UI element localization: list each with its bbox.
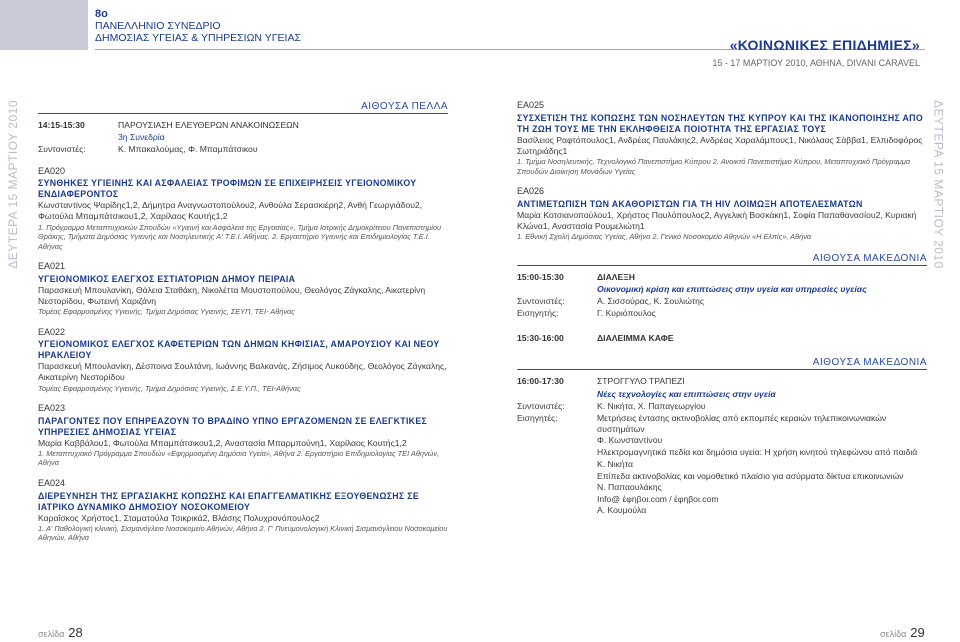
room-label: ΑΙΘΟΥΣΑ ΜΑΚΕΔΟΝΙΑ [812, 357, 927, 369]
spacer [38, 132, 118, 143]
coordinators-row [38, 144, 448, 155]
header-color-strip [0, 0, 88, 50]
talk-topic: Info@ έφηβοι.com / έφηβοι.com [597, 494, 719, 505]
roundtable-talk [517, 413, 927, 447]
abstract-title: ΔΙΕΡΕΥΝΗΣΗ ΤΗΣ ΕΡΓΑΣΙΑΚΗΣ ΚΟΠΩΣΗΣ ΚΑΙ ΕΠΑΓΓΕΛΜΑΤΙΚΗΣ ΕΞΟΥΘΕΝΩΣΗΣ ΣΕ ΙΑΤΡΙΚΟ ΔΥΝΑΜΙΚΟ ΔΗΜΟΣΙΟΥ ΝΟΣΟΚΟΜΕΙΟΥ [38, 490, 419, 512]
talk-speaker: Φ. Κωνσταντίνου [597, 435, 663, 446]
coordinators-names: Α. Σισσούρας, Κ. Σουλιώτης [597, 295, 704, 306]
talk-topic: Επίπεδα ακτινοβολίας και νομοθετικό πλαίσιο για ασύρματα δίκτυα επικοινωνιών [597, 470, 904, 481]
abstract-affiliations: 1. Μεταπτυχιακό Πρόγραμμα Σπουδών «Εφηρμοσμένη Δημόσια Υγεία», Αθήνα 2. Εργαστήριο Επιδημιολογίας ΤΕΙ Αθηνών, Αθήνα [38, 448, 440, 468]
conference-edition: 8ο [95, 8, 108, 20]
abstract-affiliations: Τομέας Εφαρμοσμένης Υγιεινής, Τμήμα Δημόσιας Υγιεινής, ΣΕΥΠ, ΤΕΙ- Αθήνας [38, 307, 295, 317]
lecture-type: ΔΙΑΛΕΞΗ [597, 271, 635, 282]
talk-topic: Μετρήσεις έντασης ακτινοβολίας από εκπομπές κεραιών τηλεπικοινωνιακών συστημάτων [597, 412, 887, 435]
page-number-right [880, 625, 925, 642]
abstract-code: ΕΑ023 [38, 403, 66, 414]
page-header [0, 0, 960, 78]
roundtable-type: ΣΤΡΟΓΓΥΛΟ ΤΡΑΠΕΖΙ [597, 376, 685, 387]
coordinators-label: Συντονιστές: [517, 400, 565, 411]
lecture-row [517, 272, 927, 283]
abstract-title: ΥΓΕΙΟΝΟΜΙΚΟΣ ΕΛΕΓΧΟΣ ΕΣΤΙΑΤΟΡΙΩΝ ΔΗΜΟΥ ΠΕΙΡΑΙΑ [38, 273, 296, 284]
spacer [517, 389, 597, 400]
abstract-title: ΑΝΤΙΜΕΤΩΠΙΣΗ ΤΩΝ ΑΚΑΘΟΡΙΣΤΩΝ ΓΙΑ ΤΗ HIV ΛΟΙΜΩΞΗ ΑΠΟΤΕΛΕΣΜΑΤΩΝ [517, 198, 863, 209]
abstract-code: ΕΑ022 [38, 326, 66, 337]
side-date-right: ΔΕΥΤΕΡΑ 15 ΜΑΡΤΙΟΥ 2010 [931, 100, 946, 269]
conference-theme: «ΚΟΙΝΩΝΙΚΕΣ ΕΠΙΔΗΜΙΕΣ» [729, 37, 920, 53]
speaker-label: Εισηγητής: [517, 308, 559, 319]
abstract-block [517, 186, 927, 242]
abstract-authors: Παρασκευή Μπουλανίκη, Δέσποινα Σουλτάνη, Ιωάννης Βαλκανάς, Ζήσιμος Λυκούδης, Θεολόγος Ζάγκαλης, Αικατερίνη Νεστορίδου [38, 361, 447, 383]
abstract-block [38, 166, 448, 252]
break-label: ΔΙΑΛΕΙΜΜΑ ΚΑΦΕ [597, 333, 674, 344]
session-row [38, 120, 448, 131]
coordinators-names: Κ. Νικήτα, Χ. Παπαγεωργίου [597, 400, 706, 411]
talk-speaker: Ν. Παπαουλάκης [597, 481, 662, 492]
spacer [517, 447, 597, 469]
session-title: ΠΑΡΟΥΣΙΑΣΗ ΕΛΕΥΘΕΡΩΝ ΑΝΑΚΟΙΝΩΣΕΩΝ [118, 120, 299, 130]
page-word: σελίδα [880, 629, 907, 639]
conference-theme-block [712, 36, 920, 70]
roundtable-title: Νέες τεχνολογίες και επιπτώσεις στην υγεία [597, 388, 776, 399]
abstract-authors: Μαρία Καββάλου1, Φωτούλα Μπαμπάτσικου1,2, Αναστασία Μπαρμπούνη1, Χαρίλαος Κουτής1,2 [38, 437, 407, 448]
lecture-coordinators-row [517, 296, 927, 307]
room-header-makedonia [517, 252, 927, 266]
abstract-affiliations: 1. Τμήμα Νοσηλευτικής, Τεχνολογικό Πανεπιστήμιο Κύπρου 2. Ανοικτό Πανεπιστήμιο Κύπρου, Μεταπτυχιακό Πρόγραμμα Σπουδών Διοίκηση Μονάδων Υγείας [517, 157, 911, 176]
abstract-block [38, 261, 448, 317]
abstract-affiliations: 1. Α' Παθολογική κλινική, Σισμανόγλειο Νοσοκομείο Αθηνών, Αθήνα 2. Γ' Πνευμονολογική Κλινική Σισμανόγλειου Νοσοκομείου Αθηνών, Αθήνα [38, 523, 448, 543]
spacer [517, 284, 597, 295]
coordinators-names: Κ. Μπακαλούμας, Φ. Μπαμπάτσικου [118, 144, 258, 155]
abstract-affiliations: 1. Εθνική Σχολή Δημόσιας Υγείας, Αθήνα 2. Γενικό Νοσοκομείο Αθηνών «Η Ελπίς», Αθήνα [517, 232, 812, 242]
spacer [517, 494, 597, 516]
roundtable-title-row [517, 389, 927, 400]
speaker-name: Γ. Κυριόπουλος [597, 308, 656, 319]
room-header-pella [38, 100, 448, 114]
conference-title-line2: ΔΗΜΟΣΙΑΣ ΥΓΕΙΑΣ & ΥΠΗΡΕΣΙΩΝ ΥΓΕΙΑΣ [95, 32, 301, 44]
right-page [517, 100, 927, 517]
abstract-code: ΕΑ021 [38, 261, 66, 272]
abstract-code: ΕΑ020 [38, 165, 66, 176]
abstract-block [38, 478, 448, 543]
roundtable-row [517, 376, 927, 387]
session-subtitle: 3η Συνεδρία [118, 132, 165, 143]
session-time: 14:15-15:30 [38, 120, 85, 130]
roundtable-talk [517, 471, 927, 493]
abstract-block [517, 100, 927, 176]
session-sub-row [38, 132, 448, 143]
abstract-code: ΕΑ025 [517, 100, 545, 110]
roundtable-coordinators-row [517, 401, 927, 412]
room-label: ΑΙΘΟΥΣΑ ΠΕΛΛΑ [361, 101, 448, 112]
room-header-makedonia-2 [517, 356, 927, 370]
abstract-authors: Μαρία Κοτσιανοπούλου1, Χρήστος Πουλόπουλος2, Αγγελική Βοσκάκη1, Σοφία Παπαθανασίου2, Κυριακή Κλώνα1, Αναστασία Ρουμελιώτη1 [517, 209, 917, 231]
abstract-authors: Βασίλειος Ραφτόπουλος1, Ανδρέας Παυλάκης2, Ανδρέας Χαραλάμπους1, Νικόλαος Σάββα1, Ελπιδοφόρος Σωτηριάδης1 [517, 134, 923, 156]
conference-title-line1: ΠΑΝΕΛΛΗΝΙΟ ΣΥΝΕΔΡΙΟ [95, 20, 221, 32]
abstract-title: ΠΑΡΑΓΟΝΤΕΣ ΠΟΥ ΕΠΗΡΕΑΖΟΥΝ ΤΟ ΒΡΑΔΙΝΟ ΥΠΝΟ ΕΡΓΑΖΟΜΕΝΩΝ ΣΕ ΕΛΕΓΚΤΙΚΕΣ ΥΠΗΡΕΣΙΕΣ ΔΗΜΟΣΙΑΣ ΥΓΕΙΑΣ [38, 415, 428, 437]
abstract-block [38, 327, 448, 394]
coordinators-label: Συντονιστές: [517, 295, 565, 306]
abstract-code: ΕΑ024 [38, 477, 66, 488]
lecture-title-row [517, 284, 927, 295]
abstract-affiliations: 1. Πρόγραμμα Μεταπτυχιακών Σπουδών «Υγιεινή και Ασφάλεια της Εργασίας», Τμήμα Ιατρικής Δημοκρίτειου Πανεπιστημίου Θράκης, Τμήματα Δημόσιας Υγιεινής και Νοσηλευτικής Α' Τ.Ε.Ι. Αθήνας. 2. Εργαστήριο Υγιεινής και Επιδημιολογίας Τ.Ε.Ι. Αθήνας [38, 222, 442, 251]
speakers-label: Εισηγητές: [517, 412, 558, 423]
abstract-affiliations: Τομέας Εφαρμοσμένης Υγιεινής, Τμήμα Δημόσιας Υγιεινής, Σ.Ε.Υ.Π., ΤΕΙ-Αθήνας [38, 383, 301, 393]
abstract-title: ΥΓΕΙΟΝΟΜΙΚΟΣ ΕΛΕΓΧΟΣ ΚΑΦΕΤΕΡΙΩΝ ΤΩΝ ΔΗΜΩΝ ΚΗΦΙΣΙΑΣ, ΑΜΑΡΟΥΣΙΟΥ ΚΑΙ ΝΕΟΥ ΗΡΑΚΛΕΙΟΥ [38, 339, 440, 361]
page-number-left [38, 625, 83, 642]
break-time: 15:30-16:00 [517, 333, 564, 344]
abstract-authors: Κωνσταντίνος Ψαρίδης1,2, Δήμητρα Αναγνωστοπούλου2, Ανθούλα Σερασκιέρη2, Ανθή Γεωργιάδου2, Φωτούλα Μπαμπάτσικου1,2, Χαρίλαος Κουτής1,2 [38, 200, 423, 222]
lecture-speaker-row [517, 308, 927, 319]
page-number: 28 [68, 625, 83, 640]
abstract-title: ΣΥΝΘΗΚΕΣ ΥΓΙΕΙΝΗΣ ΚΑΙ ΑΣΦΑΛΕΙΑΣ ΤΡΟΦΙΜΩΝ ΣΕ ΕΠΙΧΕΙΡΗΣΕΙΣ ΥΓΕΙΟΝΟΜΙΚΟΥ ΕΝΔΙΑΦΕΡΟΝΤΟΣ [38, 178, 417, 200]
abstract-block [38, 403, 448, 468]
abstract-title: ΣΥΣΧΕΤΙΣΗ ΤΗΣ ΚΟΠΩΣΗΣ ΤΩΝ ΝΟΣΗΛΕΥΤΩΝ ΤΗΣ ΚΥΠΡΟΥ ΚΑΙ ΤΗΣ ΙΚΑΝΟΠΟΙΗΣΗΣ ΑΠΟ ΤΗ ΖΩΗ ΤΟΥΣ ΜΕ ΤΗΝ ΕΚΛΗΦΘΕΙΣΑ ΠΟΙΟΤΗΤΑ ΤΗΣ ΕΡΓΑΣΙΑΣ ΤΟΥΣ [517, 112, 923, 134]
lecture-time: 15:00-15:30 [517, 271, 564, 282]
page-word: σελίδα [38, 629, 65, 639]
talk-speaker: Κ. Νικήτα [597, 458, 633, 469]
lecture-title: Οικονομική κρίση και επιπτώσεις στην υγεία και υπηρεσίες υγείας [597, 283, 867, 294]
abstract-authors: Καραΐσκος Χρήστος1, Σταματούλα Τσικρικά2, Βλάσης Πολυχρονόπουλος2 [38, 512, 320, 523]
room-label: ΑΙΘΟΥΣΑ ΜΑΚΕΔΟΝΙΑ [812, 252, 927, 264]
talk-topic: Ηλεκτρομαγνητικά πεδία και δημόσια υγεία: Η χρήση κινητού τηλεφώνου από παιδιά [597, 447, 918, 458]
side-date-left: ΔΕΥΤΕΡΑ 15 ΜΑΡΤΙΟΥ 2010 [6, 100, 20, 269]
spacer [517, 471, 597, 493]
abstract-code: ΕΑ026 [517, 186, 545, 197]
roundtable-talk [517, 447, 927, 469]
left-page [38, 100, 448, 553]
break-row [517, 333, 927, 344]
coordinators-label: Συντονιστές: [38, 144, 86, 155]
roundtable-talk [517, 494, 927, 516]
page-number: 29 [910, 625, 925, 640]
abstract-authors: Παρασκευή Μπουλανίκη, Θάλεια Σταθάκη, Νικολέττα Μουστοπούλου, Θεολόγος Ζάγκαλης, Αικατερίνη Νεστορίδου, Φωτεινή Χαριζάνη [38, 284, 426, 306]
conference-title [95, 8, 301, 44]
talk-speaker: Α. Κουμούλα [597, 505, 647, 516]
conference-date-place: 15 - 17 ΜΑΡΤΙΟΥ 2010, ΑΘΗΝΑ, DIVANI CARAVEL [712, 58, 920, 69]
roundtable-time: 16:00-17:30 [517, 376, 564, 387]
